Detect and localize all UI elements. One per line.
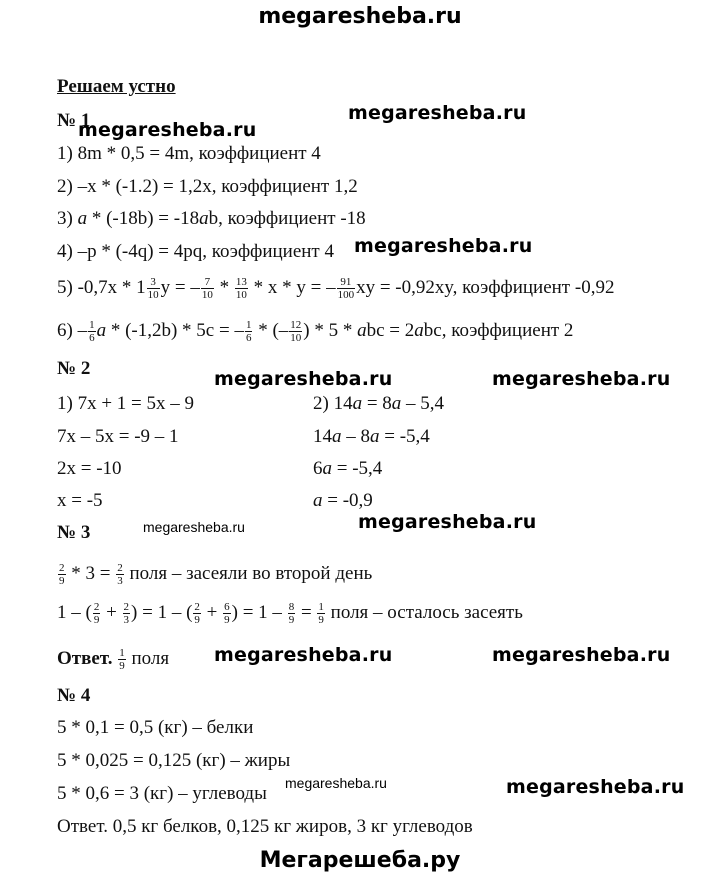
denominator: 10 xyxy=(147,289,159,302)
numerator: 7 xyxy=(201,276,214,289)
text: * 3 = xyxy=(66,563,116,584)
task2-left-line-1: 1) 7x + 1 = 5x – 9 xyxy=(57,393,195,414)
var-a: a xyxy=(77,208,88,229)
text: = xyxy=(296,602,317,623)
task4-line-1: 5 * 0,1 = 0,5 (кг) – белки xyxy=(57,717,254,738)
text: – 8 xyxy=(341,426,370,447)
task2-left-line-3: 2x = -10 xyxy=(57,458,122,479)
text: 3) xyxy=(57,208,78,229)
fraction xyxy=(193,601,201,626)
denominator: 9 xyxy=(224,614,230,627)
watermark: megaresheba.ru xyxy=(492,644,671,666)
text: – 5,4 xyxy=(401,393,445,414)
task2-right-line-4 xyxy=(313,489,373,513)
text: * (-1,2b) * 5c = – xyxy=(106,320,244,341)
task4-line-2: 5 * 0,025 = 0,125 (кг) – жиры xyxy=(57,750,291,771)
watermark: megaresheba.ru xyxy=(214,644,393,666)
text: bc, коэффициент 2 xyxy=(423,320,574,341)
fraction xyxy=(123,601,131,626)
denominator: 6 xyxy=(245,332,252,345)
text: * xyxy=(214,277,234,298)
fraction xyxy=(223,601,231,626)
numerator: 2 xyxy=(117,562,123,575)
fraction xyxy=(118,647,126,672)
denominator: 9 xyxy=(288,614,295,627)
text: * (-18b) = -18 xyxy=(87,208,200,229)
numerator: 1 xyxy=(89,319,95,332)
task1-line-6 xyxy=(57,319,573,344)
task3-heading: № 3 xyxy=(57,522,91,543)
task4-line-4: Ответ. 0,5 кг белков, 0,125 кг жиров, 3 кг углеводов xyxy=(57,816,473,837)
var-a: a xyxy=(370,426,380,447)
text: поля xyxy=(126,648,170,669)
denominator: 3 xyxy=(117,575,123,588)
var-a: a xyxy=(357,320,367,341)
text: y = – xyxy=(160,277,200,298)
text: 6 xyxy=(313,458,323,479)
text: = -5,4 xyxy=(332,458,383,479)
numerator: 1 xyxy=(119,647,125,660)
fraction xyxy=(88,319,96,344)
task1-line-4: 4) –p * (-4q) = 4pq, коэффициент 4 xyxy=(57,241,334,262)
task4-line-3: 5 * 0,6 = 3 (кг) – углеводы xyxy=(57,783,267,804)
fraction xyxy=(337,276,356,301)
denominator: 10 xyxy=(201,289,213,302)
text: + xyxy=(101,602,122,623)
denominator: 3 xyxy=(123,614,130,627)
numerator: 2 xyxy=(123,601,130,614)
numerator: 1 xyxy=(245,319,252,332)
numerator: 2 xyxy=(93,601,100,614)
var-a: a xyxy=(332,426,342,447)
task3-line-1 xyxy=(57,562,372,587)
text: 6) – xyxy=(57,320,88,341)
text: + xyxy=(201,602,223,623)
numerator: 1 xyxy=(318,601,324,614)
watermark: megaresheba.ru xyxy=(214,368,393,390)
fraction xyxy=(245,319,253,344)
fraction xyxy=(201,276,214,301)
text: bc = 2 xyxy=(366,320,415,341)
var-a: a xyxy=(199,208,209,229)
watermark: megaresheba.ru xyxy=(285,775,387,791)
fraction xyxy=(147,276,160,301)
fraction xyxy=(289,319,302,344)
fraction xyxy=(288,601,296,626)
fraction xyxy=(116,562,124,587)
fraction xyxy=(235,276,248,301)
numerator: 2 xyxy=(194,601,200,614)
numerator: 13 xyxy=(235,276,247,289)
task2-right-line-3 xyxy=(313,457,382,481)
watermark-bottom: Мегарешеба.ру xyxy=(259,848,461,873)
denominator: 9 xyxy=(119,660,125,673)
text: 14 xyxy=(313,426,332,447)
denominator: 10 xyxy=(290,332,302,345)
var-a: a xyxy=(352,393,363,414)
var-a: a xyxy=(322,458,332,479)
watermark: megaresheba.ru xyxy=(506,776,685,798)
watermark: megaresheba.ru xyxy=(143,519,245,535)
task1-line-5 xyxy=(57,276,614,301)
task1-line-1: 1) 8m * 0,5 = 4m, коэффициент 4 xyxy=(57,143,321,164)
text: 2) 14 xyxy=(313,393,353,414)
denominator: 6 xyxy=(89,332,95,345)
task1-line-2: 2) –x * (-1.2) = 1,2x, коэффициент 1,2 xyxy=(57,176,358,197)
var-a: a xyxy=(96,320,107,341)
text: xy = -0,92xy, коэффициент -0,92 xyxy=(356,277,615,298)
text: поля – засеяли во второй день xyxy=(124,563,373,584)
task2-right-line-1 xyxy=(313,392,444,416)
task3-line-2 xyxy=(57,601,523,626)
text: ) = 1 – ( xyxy=(131,602,193,623)
task2-heading: № 2 xyxy=(57,358,91,379)
var-a: a xyxy=(414,320,424,341)
section-title: Решаем устно xyxy=(57,76,176,97)
fraction xyxy=(317,601,325,626)
watermark: megaresheba.ru xyxy=(492,368,671,390)
task4-heading: № 4 xyxy=(57,685,91,706)
text: ) = 1 – xyxy=(231,602,287,623)
task2-left-line-2: 7x – 5x = -9 – 1 xyxy=(57,426,179,447)
numerator: 91 xyxy=(337,276,356,289)
fraction xyxy=(93,601,101,626)
task2-left-line-4: x = -5 xyxy=(57,490,103,511)
answer-label: Ответ. xyxy=(57,648,113,669)
denominator: 9 xyxy=(194,614,200,627)
text: = -0,9 xyxy=(322,490,373,511)
numerator: 8 xyxy=(288,601,295,614)
task1-heading: № 1 xyxy=(57,110,91,131)
denominator: 9 xyxy=(318,614,324,627)
watermark: megaresheba.ru xyxy=(348,102,527,124)
numerator: 3 xyxy=(147,276,160,289)
text: = 8 xyxy=(362,393,392,414)
numerator: 12 xyxy=(290,319,302,332)
watermark: megaresheba.ru xyxy=(358,511,537,533)
text: b, коэффициент -18 xyxy=(208,208,366,229)
numerator: 6 xyxy=(224,601,230,614)
fraction xyxy=(58,562,66,587)
var-a: a xyxy=(391,393,402,414)
denominator: 100 xyxy=(337,289,355,302)
text: ) * 5 * xyxy=(303,320,358,341)
text: поля – осталось засеять xyxy=(325,602,523,623)
text: 5) -0,7x * 1 xyxy=(57,277,146,298)
var-a: a xyxy=(313,490,323,511)
numerator: 2 xyxy=(59,562,65,575)
task2-right-line-2 xyxy=(313,425,430,449)
text: * (– xyxy=(253,320,289,341)
denominator: 10 xyxy=(235,289,247,302)
text: 1 – ( xyxy=(57,602,92,623)
denominator: 9 xyxy=(59,575,65,588)
watermark-top: megaresheba.ru xyxy=(258,4,462,29)
task3-answer xyxy=(57,647,169,672)
text: = -5,4 xyxy=(379,426,430,447)
task1-line-3 xyxy=(57,207,366,231)
watermark: megaresheba.ru xyxy=(78,119,257,141)
text: * x * y = – xyxy=(248,277,336,298)
denominator: 9 xyxy=(93,614,100,627)
watermark: megaresheba.ru xyxy=(354,235,533,257)
